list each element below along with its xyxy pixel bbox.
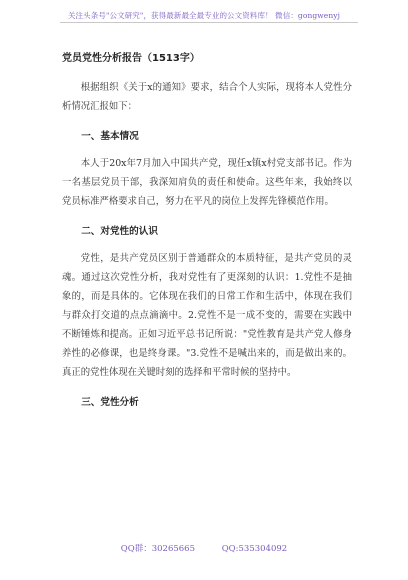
section-heading-basic-info: 一、基本情况 bbox=[81, 131, 139, 142]
header-divider bbox=[60, 22, 358, 23]
section-paragraph: 本人于20x年7月加入中国共产党，现任x镇x村党支部书记。作为一名基层党员干部，我深知肩负的责任和使命。这些年来，我始终以党员标准严格要求自己，努力在平凡的岗位上发挥先锋模范作用。 bbox=[62, 158, 352, 207]
document-body bbox=[62, 52, 352, 420]
footer-contact bbox=[0, 542, 408, 554]
section-heading-party-spirit-understanding: 二、对党性的认识 bbox=[81, 226, 158, 237]
intro-paragraph: 根据组织《关于x的通知》要求，结合个人实际，现将本人党性分析情况汇报如下： bbox=[62, 82, 352, 112]
footer-qq: QQ:535304092 bbox=[221, 544, 288, 554]
footer-qq-group: QQ群：30265665 bbox=[120, 544, 195, 554]
document-title: 党员党性分析报告（1513字） bbox=[62, 53, 200, 64]
header-banner: 关注头条号"公文研究"，获得最新最全最专业的公文资料库！ 微信：gongwenyj bbox=[67, 11, 341, 20]
section-paragraph: 党性，是共产党员区别于普通群众的本质特征，是共产党员的灵魂。通过这次党性分析，我对党性有了更深刻的认识：1.党性不是抽象的，而是具体的。它体现在我们的日常工作和生活中，体现在我们与群众打交道的点点滴滴中。2.党性不是一成不变的，需要在实践中不断锤炼和提高。正如习近平总书记所说："党性教育是共产党人修身养性的必修课，也是终身课。"3.党性不是喊出来的，而是做出来的。真正的党性体现在关键时刻的选择和平常时候的坚持中。 bbox=[62, 253, 352, 378]
section-heading-party-spirit-analysis: 三、党性分析 bbox=[81, 397, 139, 408]
